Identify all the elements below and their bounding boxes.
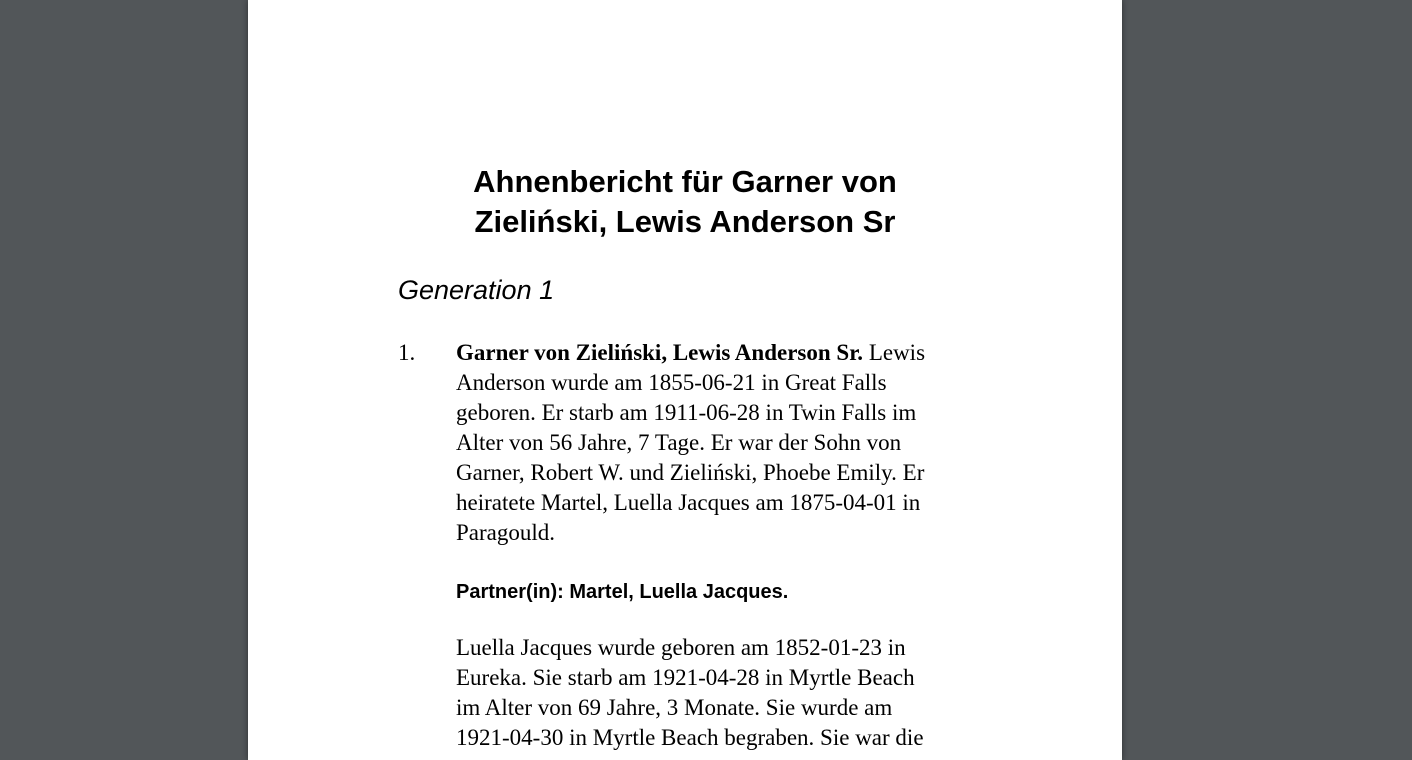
entry-line: Alter von 56 Jahre, 7 Tage. Er war der Sohn von	[456, 430, 902, 455]
document-page	[248, 0, 1122, 760]
partner-line: Eureka. Sie starb am 1921-04-28 in Myrtle Beach	[456, 665, 915, 690]
entry-line: geboren. Er starb am 1911-06-28 in Twin Falls im	[456, 400, 917, 425]
report-title-line-1: Ahnenbericht für Garner von	[473, 164, 897, 199]
entry-person-name: Garner von Zieliński, Lewis Anderson Sr.	[456, 340, 864, 365]
entry-line: heiratete Martel, Luella Jacques am 1875-04-01 in	[456, 490, 921, 515]
report-title	[248, 162, 1122, 242]
generation-heading: Generation 1	[398, 275, 555, 305]
entry-line: Garner, Robert W. und Zieliński, Phoebe Emily. Er	[456, 460, 925, 485]
partner-line: im Alter von 69 Jahre, 3 Monate. Sie wurde am	[456, 695, 893, 720]
entry-line-1	[456, 338, 976, 368]
entry-number: 1.	[398, 340, 416, 365]
partner-body	[456, 633, 976, 753]
report-title-line-2: Zieliński, Lewis Anderson Sr	[474, 204, 896, 239]
entry-line: Anderson wurde am 1855-06-21 in Great Falls	[456, 370, 887, 395]
entry-body	[456, 338, 976, 548]
partner-heading: Partner(in): Martel, Luella Jacques.	[456, 581, 789, 603]
entry-line: Paragould.	[456, 520, 556, 545]
entry-first-line-rest: Lewis	[863, 340, 926, 365]
partner-line: Luella Jacques wurde geboren am 1852-01-23 in	[456, 635, 906, 660]
partner-line: 1921-04-30 in Myrtle Beach begraben. Sie war die	[456, 725, 924, 750]
